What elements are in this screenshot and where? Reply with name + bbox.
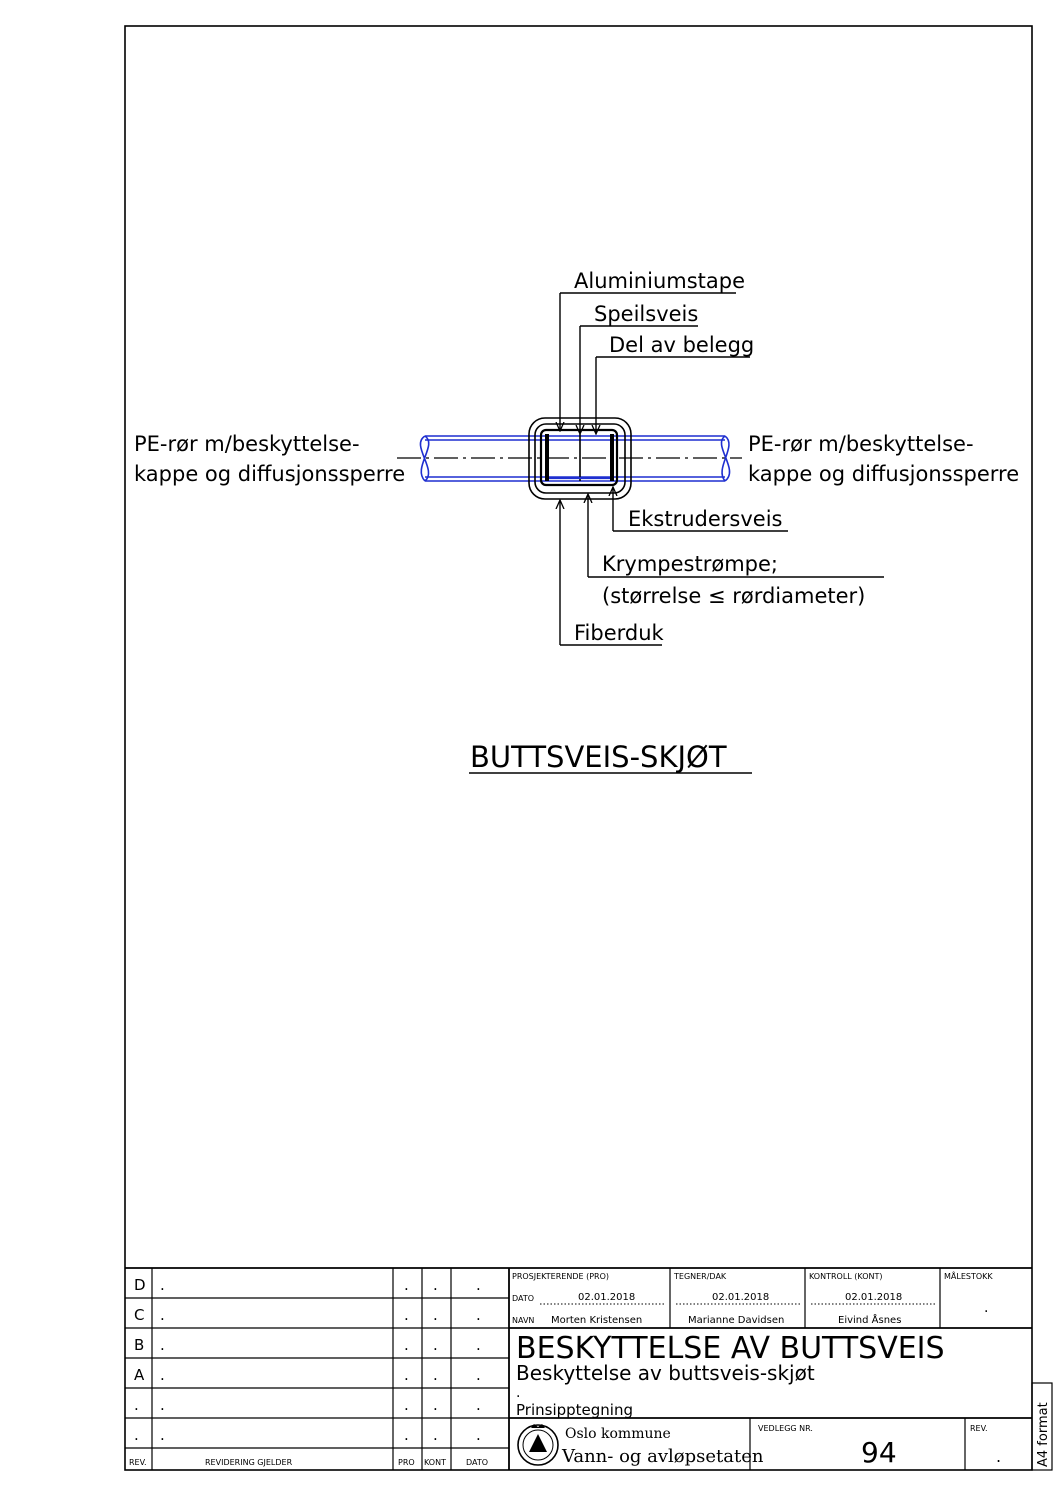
control-name: Eivind Åsnes — [838, 1315, 902, 1326]
label-coating-part: Del av belegg — [609, 333, 755, 357]
label-pe-pipe-left-1: PE-rør m/beskyttelse- — [134, 432, 360, 456]
attachment-number: 94 — [861, 1436, 897, 1469]
rev-row-5-text: . — [160, 1426, 165, 1444]
rev-row-3-rev: A — [134, 1366, 145, 1384]
project-name: Morten Kristensen — [551, 1315, 643, 1326]
rev-row-0-text: . — [160, 1276, 165, 1294]
joint-diagram — [134, 269, 1019, 774]
sheet-subtitle: Beskyttelse av buttsveis-skjøt — [516, 1361, 815, 1385]
rev-row-1-kont: . — [433, 1306, 438, 1324]
attachment-label: VEDLEGG NR. — [758, 1424, 813, 1433]
org-line-2: Vann- og avløpsetaten — [562, 1446, 764, 1467]
rev-row-2-dato: . — [476, 1336, 481, 1354]
rev-row-0-rev: D — [134, 1276, 146, 1294]
rev-row-5-rev: . — [134, 1426, 139, 1444]
rev-row-1-pro: . — [404, 1306, 409, 1324]
label-aluminium-tape: Aluminiumstape — [574, 269, 746, 293]
rev-row-1-rev: C — [134, 1306, 145, 1324]
rev-row-1-text: . — [160, 1306, 165, 1324]
sheet-main-title: BESKYTTELSE AV BUTTSVEIS — [516, 1331, 945, 1366]
rev-row-0-kont: . — [433, 1276, 438, 1294]
rev-row-5-pro: . — [404, 1426, 409, 1444]
drawer-name: Marianne Davidsen — [688, 1315, 785, 1326]
scale-value: . — [984, 1300, 989, 1316]
rev-header-pro: PRO — [398, 1458, 415, 1467]
control-date: 02.01.2018 — [845, 1292, 903, 1303]
rev-row-5-dato: . — [476, 1426, 481, 1444]
rev-row-4-dato: . — [476, 1396, 481, 1414]
rev-header-rev: REV. — [129, 1458, 147, 1467]
rev-header-applies: REVIDERING GJELDER — [205, 1458, 293, 1467]
rev-row-5-kont: . — [433, 1426, 438, 1444]
rev-value: . — [996, 1447, 1002, 1466]
label-fiber-cloth: Fiberduk — [574, 621, 664, 645]
drawer-header: TEGNER/DAK — [674, 1272, 727, 1281]
rev-row-4-rev: . — [134, 1396, 139, 1414]
sheet-subtitle-2: . — [516, 1385, 521, 1401]
control-header: KONTROLL (KONT) — [809, 1272, 883, 1281]
format-label: A4 format — [1036, 1402, 1051, 1467]
label-pe-pipe-right-1: PE-rør m/beskyttelse- — [748, 432, 974, 456]
project-date: 02.01.2018 — [578, 1292, 636, 1303]
drawing-type: Prinsipptegning — [516, 1401, 633, 1419]
name-label: NAVN — [512, 1316, 535, 1325]
scale-header: MÅLESTOKK — [944, 1272, 993, 1281]
rev-row-3-dato: . — [476, 1366, 481, 1384]
revision-header — [129, 1458, 488, 1467]
rev-row-3-text: . — [160, 1366, 165, 1384]
label-shrink-sleeve-2: (størrelse ≤ rørdiameter) — [602, 584, 866, 608]
rev-row-4-pro: . — [404, 1396, 409, 1414]
org-line-1: Oslo kommune — [565, 1426, 671, 1442]
rev-row-2-text: . — [160, 1336, 165, 1354]
rev-row-2-kont: . — [433, 1336, 438, 1354]
drawer-date: 02.01.2018 — [712, 1292, 770, 1303]
label-pe-pipe-left-2: kappe og diffusjonssperre — [134, 462, 406, 486]
label-shrink-sleeve-1: Krympestrømpe; — [602, 552, 778, 576]
drawing-title: BUTTSVEIS-SKJØT — [470, 740, 727, 774]
rev-row-3-pro: . — [404, 1366, 409, 1384]
rev-row-2-rev: B — [134, 1336, 145, 1354]
rev-row-2-pro: . — [404, 1336, 409, 1354]
date-label: DATO — [512, 1294, 535, 1303]
label-mirror-weld: Speilsveis — [594, 302, 699, 326]
rev-label: REV. — [970, 1424, 988, 1433]
oslo-kommune-logo — [518, 1424, 558, 1465]
rev-row-4-text: . — [160, 1396, 165, 1414]
roles-block — [512, 1270, 993, 1326]
rev-row-1-dato: . — [476, 1306, 481, 1324]
label-extruder-weld: Ekstrudersveis — [628, 507, 783, 531]
rev-header-kont: KONT — [424, 1458, 446, 1467]
rev-header-dato: DATO — [466, 1458, 489, 1467]
rev-row-0-dato: . — [476, 1276, 481, 1294]
rev-row-3-kont: . — [433, 1366, 438, 1384]
revision-table — [134, 1276, 481, 1444]
rev-row-4-kont: . — [433, 1396, 438, 1414]
rev-row-0-pro: . — [404, 1276, 409, 1294]
project-header: PROSJEKTERENDE (PRO) — [512, 1272, 610, 1281]
label-pe-pipe-right-2: kappe og diffusjonssperre — [748, 462, 1020, 486]
